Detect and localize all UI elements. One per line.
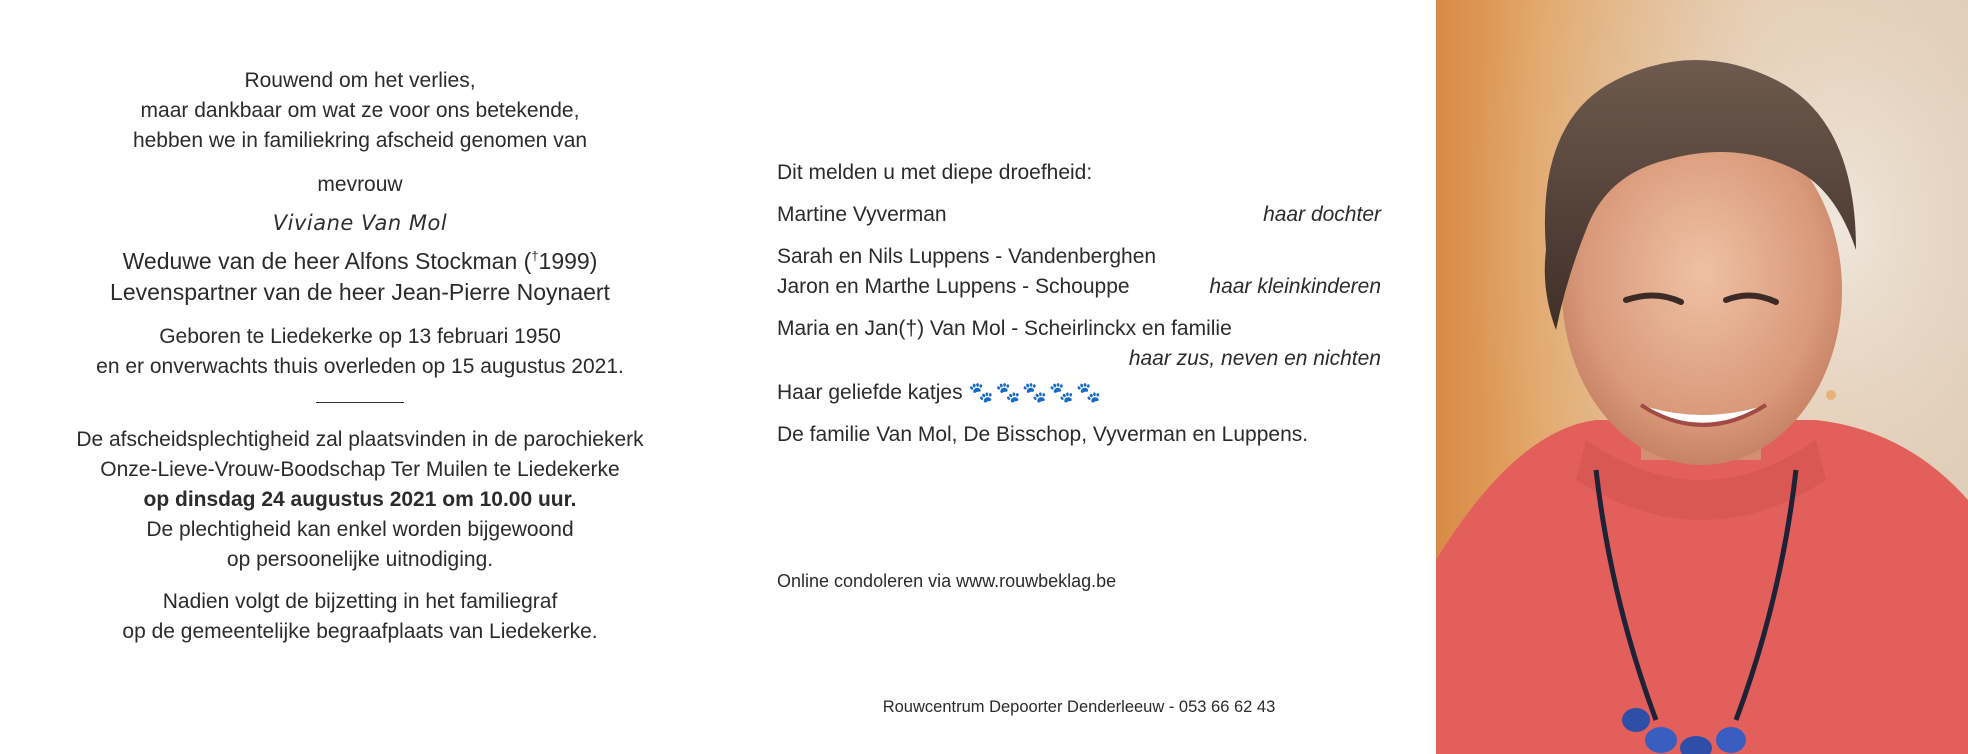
ceremony-date: op dinsdag 24 augustus 2021 om 10.00 uur. [143, 488, 577, 511]
burial-line: op de gemeentelijke begraafplaats van Liedekerke. [122, 620, 598, 643]
grandchildren-relation: haar kleinkinderen [1209, 275, 1381, 298]
partner-line: Levenspartner van de heer Jean-Pierre Noynaert [110, 279, 610, 305]
intro-line: hebben we in familiekring afscheid genomen van [132, 129, 588, 152]
families-row: De familie Van Mol, De Bisschop, Vyverman en Luppens. [777, 423, 1309, 446]
funeral-home: Rouwcentrum Depoorter Denderleeuw - 053 66 62 43 [882, 698, 1276, 716]
death-line: en er onverwachts thuis overleden op 15 augustus 2021. [96, 355, 624, 378]
intro-line: maar dankbaar om wat ze voor ons betekende, [140, 99, 580, 122]
sister-relation-row [777, 344, 1381, 374]
portrait-photo [1436, 0, 1968, 754]
daughter-relation: haar dochter [1263, 203, 1381, 226]
ceremony-note: De plechtigheid kan enkel worden bijgewoond [146, 518, 574, 541]
ceremony-note: op persoonelijke uitnodiging. [226, 548, 494, 571]
burial-line: Nadien volgt de bijzetting in het familiegraf [162, 590, 558, 613]
cats-row: Haar geliefde katjes 🐾🐾🐾🐾🐾 [777, 378, 1381, 408]
announcement-middle [777, 158, 1381, 462]
heading: Dit melden u met diepe droefheid: [777, 161, 1093, 184]
title: mevrouw [317, 173, 403, 196]
announcement-left [40, 66, 680, 647]
birth-line: Geboren te Liedekerke op 13 februari 1950 [159, 325, 561, 348]
ceremony-line: Onze-Lieve-Vrouw-Boodschap Ter Muilen te Liedekerke [100, 458, 620, 481]
sister-relation: haar zus, neven en nichten [1128, 347, 1381, 370]
widow-line: Weduwe van de heer Alfons Stockman (†1999) [122, 248, 598, 274]
grandchildren-row: Sarah en Nils Luppens - Vandenberghen [777, 245, 1157, 268]
divider [316, 402, 404, 403]
paw-icon: 🐾🐾🐾🐾🐾 [968, 382, 1104, 404]
sister-row: Maria en Jan(†) Van Mol - Scheirlinckx en familie [777, 317, 1232, 340]
online-condolences: Online condoleren via www.rouwbeklag.be [777, 571, 1117, 591]
ceremony-line: De afscheidsplechtigheid zal plaatsvinden in de parochiekerk [76, 428, 644, 451]
intro-line: Rouwend om het verlies, [244, 69, 476, 92]
grandchildren-row: Jaron en Marthe Luppens - Schouppe haar kleinkinderen [777, 272, 1381, 302]
deceased-name: Viviane Van Mol [272, 211, 448, 235]
daughter-row [777, 200, 1381, 230]
daughter-name: Martine Vyverman [777, 203, 947, 226]
